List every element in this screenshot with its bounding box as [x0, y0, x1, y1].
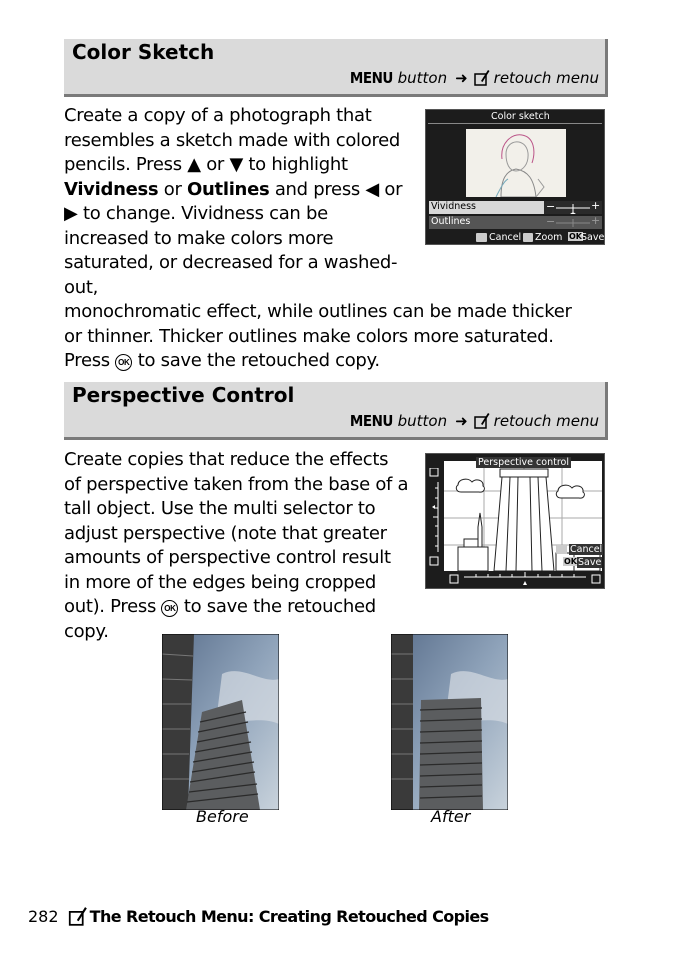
retouch-menu-icon [474, 69, 490, 86]
save-label[interactable]: Save [578, 557, 602, 568]
before-caption: Before [196, 807, 249, 826]
page-number: 282 [28, 907, 59, 926]
ok-key-icon: OK [569, 232, 582, 241]
screen-title: Perspective control [478, 457, 569, 468]
save-label[interactable]: Save [581, 232, 605, 243]
color-sketch-screen [425, 109, 605, 245]
text-run: or [200, 154, 230, 175]
playback-key-icon [476, 233, 487, 242]
plus-icon: + [591, 214, 601, 227]
after-photo [391, 634, 508, 810]
sketch-preview-image [466, 129, 566, 197]
crumb-target: retouch menu [493, 412, 599, 430]
perspective-control-screen [425, 453, 605, 589]
arrow-icon: ➜ [455, 412, 468, 430]
minus-icon: − [546, 200, 556, 213]
ok-button-icon: OK [161, 600, 178, 617]
text-run: to change. Vividness can be increased to make colors more saturated, or decreased for a washed-out, [64, 203, 398, 298]
playback-key-icon [556, 545, 567, 554]
text-run: to save the retouched copy. [132, 350, 380, 371]
after-caption: After [431, 807, 471, 826]
menu-button-label: MENU [349, 412, 393, 430]
cancel-label[interactable]: Cancel [489, 232, 522, 243]
horizontal-perspective-slider[interactable] [448, 571, 602, 587]
section-header-perspective-control [64, 382, 608, 440]
zoom-key-icon [523, 233, 533, 242]
retouch-menu-icon [474, 412, 490, 429]
crumb-button-text: button [392, 412, 448, 430]
up-arrow-icon: ▲ [187, 154, 201, 175]
zoom-label[interactable]: Zoom [535, 232, 563, 243]
section-title: Color Sketch [72, 40, 215, 64]
vividness-row-label[interactable]: Vividness [431, 201, 476, 212]
vertical-perspective-slider[interactable] [428, 468, 442, 566]
cancel-label[interactable]: Cancel [570, 544, 603, 555]
crumb-button-text: button [392, 69, 448, 87]
footer-title: The Retouch Menu: Creating Retouched Copies [89, 907, 489, 926]
left-arrow-icon: ◀ [365, 178, 379, 200]
ok-button-icon: OK [115, 354, 132, 371]
section-header-color-sketch [64, 39, 608, 97]
screen-title: Color sketch [491, 111, 550, 122]
ok-key-icon: OK [564, 557, 577, 566]
breadcrumb [350, 69, 599, 87]
text-run: or [158, 178, 187, 200]
right-arrow-icon: ▶ [64, 203, 78, 224]
before-photo [162, 634, 279, 810]
crumb-target: retouch menu [493, 69, 599, 87]
text-run: or [378, 178, 403, 200]
menu-button-label: MENU [349, 69, 393, 87]
minus-icon: − [546, 215, 556, 228]
outlines-row-label[interactable]: Outlines [431, 216, 471, 227]
down-arrow-icon: ▼ [229, 154, 243, 175]
text-run: Create copies that reduce the effects of perspective taken from the base of a tall object. Use the multi selector to adjust perspective (note that greater amounts of perspective control result in more of the edges being cropped out). Press [64, 449, 409, 617]
text-run: to highlight [243, 154, 348, 175]
text-run: to save the retouched copy. [64, 596, 376, 642]
plus-icon: + [591, 199, 601, 212]
outlines-term: Outlines [187, 178, 270, 200]
section-title: Perspective Control [72, 383, 295, 407]
text-run: and press [269, 178, 366, 200]
perspective-control-paragraph [64, 448, 409, 644]
page-footer [28, 906, 489, 926]
text-run: monochromatic effect, while outlines can be made thicker or thinner. Thicker outlines make colors more saturated. Press [64, 301, 572, 371]
arrow-icon: ➜ [455, 69, 468, 87]
breadcrumb [350, 412, 599, 430]
retouch-menu-icon [68, 906, 88, 926]
text-run: Create a copy of a photograph that resembles a sketch made with colored pencils. Press [64, 105, 401, 175]
vividness-term: Vividness [64, 178, 159, 200]
